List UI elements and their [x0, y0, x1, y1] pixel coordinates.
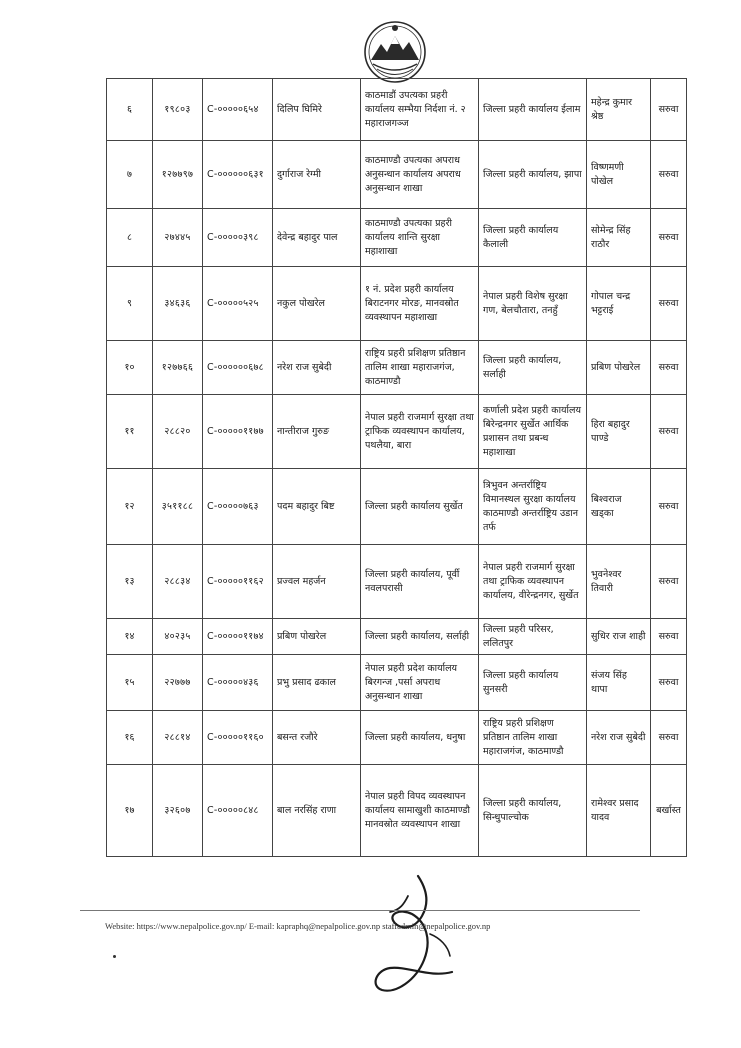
action: सरुवा	[651, 469, 687, 545]
police-id: ४०२३५	[153, 619, 203, 655]
current-office: जिल्ला प्रहरी कार्यालय सुर्खेत	[361, 469, 479, 545]
replacement-name: बिश्वराज खड्का	[587, 469, 651, 545]
serial-number: १६	[107, 711, 153, 765]
replacement-name: प्रबिण पोखरेल	[587, 341, 651, 395]
code: C-०००००७६३	[203, 469, 273, 545]
code: C-०००००११७७	[203, 395, 273, 469]
action: सरुवा	[651, 141, 687, 209]
police-id: २७४४५	[153, 209, 203, 267]
serial-number: ९	[107, 267, 153, 341]
serial-number: ८	[107, 209, 153, 267]
action: सरुवा	[651, 209, 687, 267]
serial-number: ११	[107, 395, 153, 469]
employee-name: देवेन्द्र बहादुर पाल	[273, 209, 361, 267]
police-id: ३२६०७	[153, 765, 203, 857]
replacement-name: विष्णमणी पोखेल	[587, 141, 651, 209]
code: C-०००००६५४	[203, 79, 273, 141]
new-office: त्रिभुवन अन्तर्राष्ट्रिय विमानस्थल सुरक्षा कार्यालय काठमाण्डौ अन्तर्राष्ट्रिय उडान तर्फ	[479, 469, 587, 545]
code: C-०००००११६२	[203, 545, 273, 619]
action: सरुवा	[651, 341, 687, 395]
code: C-०००००८४८	[203, 765, 273, 857]
police-id: ३५११८८	[153, 469, 203, 545]
table-row	[107, 711, 687, 765]
action: सरुवा	[651, 619, 687, 655]
police-id: २८८१४	[153, 711, 203, 765]
table-row	[107, 141, 687, 209]
replacement-name: गोपाल चन्द्र भट्टराई	[587, 267, 651, 341]
employee-name: दिलिप घिमिरे	[273, 79, 361, 141]
current-office: नेपाल प्रहरी राजमार्ग सुरक्षा तथा ट्राफिक व्यवस्थापन कार्यालय, पथलैया, बारा	[361, 395, 479, 469]
new-office: कर्णाली प्रदेश प्रहरी कार्यालय बिरेन्द्रनगर सुर्खेत आर्थिक प्रशासन तथा प्रबन्ध महाशाखा	[479, 395, 587, 469]
code: C-०००००३९८	[203, 209, 273, 267]
employee-name: बाल नरसिंह राणा	[273, 765, 361, 857]
action: सरुवा	[651, 711, 687, 765]
employee-name: बसन्त रजौरे	[273, 711, 361, 765]
serial-number: ६	[107, 79, 153, 141]
replacement-name: संजय सिंह थापा	[587, 655, 651, 711]
transfer-table	[106, 78, 687, 857]
new-office: जिल्ला प्रहरी कार्यालय, सिन्धुपाल्चोक	[479, 765, 587, 857]
serial-number: ७	[107, 141, 153, 209]
serial-number: १७	[107, 765, 153, 857]
new-office: जिल्ला प्रहरी कार्यालय सुनसरी	[479, 655, 587, 711]
police-id: २८८२०	[153, 395, 203, 469]
table-row	[107, 765, 687, 857]
table-row	[107, 619, 687, 655]
current-office: जिल्ला प्रहरी कार्यालय, सर्लाही	[361, 619, 479, 655]
employee-name: नरेश राज सुबेदी	[273, 341, 361, 395]
current-office: नेपाल प्रहरी प्रदेश कार्यालय बिरगन्ज ,पर्सा अपराध अनुसन्धान शाखा	[361, 655, 479, 711]
current-office: काठमाण्डौ उपत्यका अपराध अनुसन्धान कार्यालय अपराध अनुसन्धान शाखा	[361, 141, 479, 209]
employee-name: दुर्गाराज रेग्मी	[273, 141, 361, 209]
current-office: जिल्ला प्रहरी कार्यालय, धनुषा	[361, 711, 479, 765]
employee-name: प्रभु प्रसाद ढकाल	[273, 655, 361, 711]
new-office: जिल्ला प्रहरी कार्यालय ईलाम	[479, 79, 587, 141]
employee-name: प्रबिण पोखरेल	[273, 619, 361, 655]
table-row	[107, 545, 687, 619]
table-row	[107, 655, 687, 711]
table-row	[107, 79, 687, 141]
police-id: १२७७६६	[153, 341, 203, 395]
replacement-name: सुधिर राज शाही	[587, 619, 651, 655]
table-row	[107, 267, 687, 341]
code: C-०००००४३६	[203, 655, 273, 711]
serial-number: १२	[107, 469, 153, 545]
employee-name: नान्तीराज गुरुङ	[273, 395, 361, 469]
new-office: जिल्ला प्रहरी कार्यालय, झापा	[479, 141, 587, 209]
replacement-name: रामेश्वर प्रसाद यादव	[587, 765, 651, 857]
police-id: १९८०३	[153, 79, 203, 141]
code: C-०००००११७४	[203, 619, 273, 655]
new-office: जिल्ला प्रहरी परिसर, ललितपुर	[479, 619, 587, 655]
serial-number: १४	[107, 619, 153, 655]
current-office: नेपाल प्रहरी विपद व्यवस्थापन कार्यालय सामाखुशी काठमाण्डौ मानवस्रोत व्यवस्थापन शाखा	[361, 765, 479, 857]
employee-name: पदम बहादुर बिष्ट	[273, 469, 361, 545]
new-office: जिल्ला प्रहरी कार्यालय कैलाली	[479, 209, 587, 267]
code: C-०००००५२५	[203, 267, 273, 341]
replacement-name: महेन्द्र कुमार श्रेष्ठ	[587, 79, 651, 141]
current-office: काठमाण्डौ उपत्यका प्रहरी कार्यालय शान्ति सुरक्षा महाशाखा	[361, 209, 479, 267]
police-id: २२७७७	[153, 655, 203, 711]
replacement-name: हिरा बहादुर पाण्डे	[587, 395, 651, 469]
table-row	[107, 469, 687, 545]
code: C-००००००६७८	[203, 341, 273, 395]
replacement-name: सोमेन्द्र सिंह राठौर	[587, 209, 651, 267]
serial-number: १०	[107, 341, 153, 395]
new-office: नेपाल प्रहरी विशेष सुरक्षा गण, बेलचौतारा, तनहुँ	[479, 267, 587, 341]
action: बर्खास्त	[651, 765, 687, 857]
current-office: राष्ट्रिय प्रहरी प्रशिक्षण प्रतिष्ठान तालिम शाखा महाराजगंज, काठमाण्डौ	[361, 341, 479, 395]
current-office: जिल्ला प्रहरी कार्यालय, पूर्वी नवलपरासी	[361, 545, 479, 619]
code: C-०००००११६०	[203, 711, 273, 765]
table-row	[107, 341, 687, 395]
current-office: १ नं. प्रदेश प्रहरी कार्यालय बिराटनगर मोरङ, मानवस्रोत व्यवस्थापन महाशाखा	[361, 267, 479, 341]
code: C-००००००६३१	[203, 141, 273, 209]
new-office: राष्ट्रिय प्रहरी प्रशिक्षण प्रतिष्ठान तालिम शाखा महाराजगंज, काठमाण्डौ	[479, 711, 587, 765]
employee-name: प्रज्वल महर्जन	[273, 545, 361, 619]
police-id: १२७७९७	[153, 141, 203, 209]
action: सरुवा	[651, 545, 687, 619]
footer-divider	[80, 910, 640, 911]
current-office: काठमाडौं उपत्यका प्रहरी कार्यालय सम्भैया निर्दशा नं. २ महाराजगञ्ज	[361, 79, 479, 141]
action: सरुवा	[651, 79, 687, 141]
signature	[360, 868, 470, 1003]
new-office: नेपाल प्रहरी राजमार्ग सुरक्षा तथा ट्राफिक व्यवस्थापन कार्यालय, वीरेन्द्रनगर, सुर्खेत	[479, 545, 587, 619]
police-id: २८८३४	[153, 545, 203, 619]
table-row	[107, 209, 687, 267]
action: सरुवा	[651, 267, 687, 341]
employee-name: नकुल पोखरेल	[273, 267, 361, 341]
replacement-name: नरेश राज सुबेदी	[587, 711, 651, 765]
replacement-name: भुवनेश्वर तिवारी	[587, 545, 651, 619]
stray-mark	[113, 955, 116, 958]
serial-number: १३	[107, 545, 153, 619]
police-id: ३४६३६	[153, 267, 203, 341]
table-row	[107, 395, 687, 469]
action: सरुवा	[651, 395, 687, 469]
new-office: जिल्ला प्रहरी कार्यालय, सर्लाही	[479, 341, 587, 395]
action: सरुवा	[651, 655, 687, 711]
footer-contact: Website: https://www.nepalpolice.gov.np/ E-mail: kapraphq@nepalpolice.gov.np staffadmin@nepalpolice.gov.np	[105, 921, 491, 931]
serial-number: १५	[107, 655, 153, 711]
